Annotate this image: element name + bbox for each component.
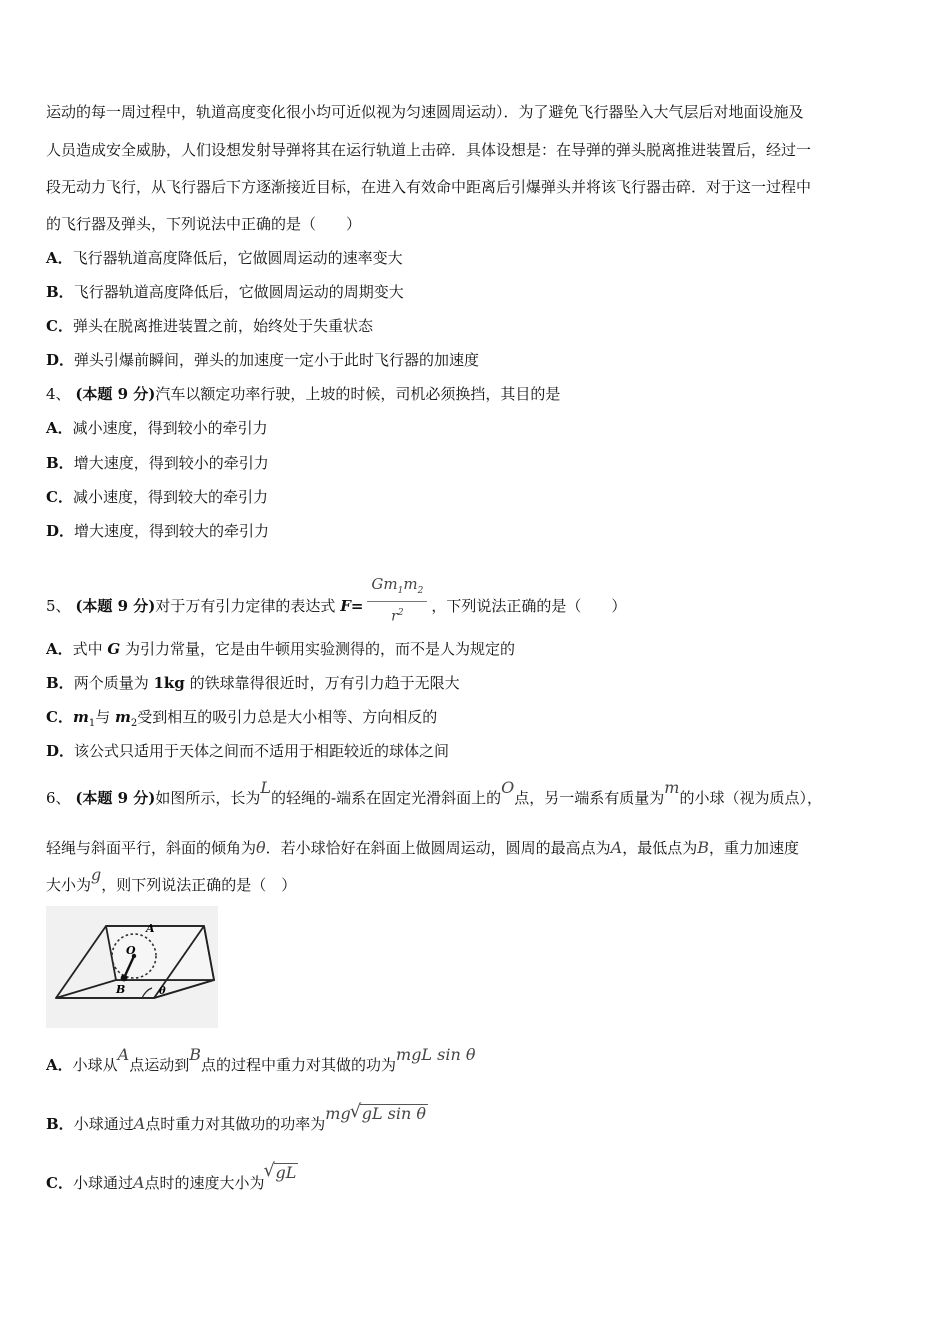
q3-option-b xyxy=(46,282,906,302)
frac-denominator: r xyxy=(391,608,398,625)
symbol-L: L xyxy=(260,778,272,797)
option-text: 弹头在脱离推进装置之前，始终处于失重状态 xyxy=(72,317,373,335)
q3-stem-line-2: 人员造成安全威胁，人们设想发射导弹将其在运行轨道上击碎．具体设想是：在导弹的弹头脱离推进装置后，经过一 xyxy=(46,141,812,159)
question-score: (本题 9 分) xyxy=(75,385,156,403)
q6-text: 轻绳与斜面平行，斜面的倾角为 xyxy=(46,839,257,857)
q4-option-b xyxy=(46,453,906,473)
q4-option-a xyxy=(46,418,906,438)
q4-option-d xyxy=(46,521,906,541)
question-number: 6、 xyxy=(46,789,71,807)
q3-stem-line-3: 段无动力飞行，从飞行器后下方逐渐接近目标，在进入有效命中距离后引爆弹头并将该飞行器击碎．对于这一过程中 xyxy=(46,178,812,196)
q3-option-c xyxy=(46,316,906,336)
sqrt-symbol xyxy=(265,1163,299,1183)
symbol-A: A xyxy=(133,1114,146,1133)
frac-den-sup: 2 xyxy=(397,608,404,618)
figure-label-theta: θ xyxy=(159,986,166,997)
q6-stem-line-3 xyxy=(46,865,906,895)
q6-text: 的轻绳的-端系在固定光滑斜面上的 xyxy=(271,789,502,807)
option-text: 减小速度，得到较大的牵引力 xyxy=(72,488,268,506)
symbol-B: B xyxy=(697,838,710,857)
symbol-O: O xyxy=(501,778,515,797)
option-text: 增大速度，得到较小的牵引力 xyxy=(73,454,269,472)
option-label: D． xyxy=(46,351,75,369)
option-text: 小球通过 xyxy=(73,1115,134,1133)
option-label: B． xyxy=(46,674,74,692)
q6-option-c xyxy=(46,1163,906,1193)
q5-option-a xyxy=(46,639,906,659)
sqrt-symbol xyxy=(351,1104,428,1124)
symbol-A: A xyxy=(117,1045,130,1064)
q6-text: ，重力加速度 xyxy=(709,839,800,857)
option-expression xyxy=(325,1104,428,1123)
option-value: 1kg xyxy=(153,674,185,692)
q6-stem-line-1 xyxy=(46,778,906,808)
option-text: 点时重力对其做功的功率为 xyxy=(145,1115,326,1133)
symbol-A: A xyxy=(132,1173,145,1192)
symbol-B: B xyxy=(189,1045,201,1064)
option-label: D． xyxy=(46,522,75,540)
frac-sub-2: 2 xyxy=(417,586,424,596)
q5-option-d xyxy=(46,741,906,761)
option-text: 点的过程中重力对其做的功为 xyxy=(201,1056,397,1074)
q6-stem-line-2 xyxy=(46,838,906,858)
option-label: A． xyxy=(46,419,73,437)
symbol-m: m xyxy=(664,778,680,797)
option-label: B． xyxy=(46,1115,74,1133)
option-label: C． xyxy=(46,317,73,335)
frac-numerator-m: m xyxy=(403,575,418,593)
incline-figure xyxy=(46,906,218,1028)
option-label: C． xyxy=(46,488,73,506)
q5-stem xyxy=(46,575,906,634)
q6-text: 如图所示，长为 xyxy=(155,789,261,807)
radicand: gL sin θ xyxy=(361,1104,427,1123)
expr-prefix: mg xyxy=(325,1104,351,1123)
option-text: 点时的速度大小为 xyxy=(144,1174,265,1192)
option-text: 受到相互的吸引力总是大小相等、方向相反的 xyxy=(137,708,438,726)
q6-option-b xyxy=(46,1104,906,1134)
option-text: 增大速度，得到较大的牵引力 xyxy=(74,522,270,540)
option-text: 为引力常量，它是由牛顿用实验测得的，而不是人为规定的 xyxy=(120,640,516,658)
gravitation-formula xyxy=(367,574,427,628)
option-sub-2: 2 xyxy=(130,718,138,729)
option-label: D． xyxy=(46,742,75,760)
figure-label-a: A xyxy=(146,922,155,935)
option-text: 小球通过 xyxy=(72,1174,133,1192)
q5-option-b xyxy=(46,673,906,693)
q6-text: ，则下列说法正确的是（ ） xyxy=(101,876,297,894)
q4-option-c xyxy=(46,487,906,507)
q3-stem-line-4: 的飞行器及弹头，下列说法中正确的是（ ） xyxy=(46,215,362,233)
question-number: 4、 xyxy=(46,385,71,403)
option-label: C． xyxy=(46,1174,73,1192)
question-text-post: ，下列说法正确的是（ ） xyxy=(431,596,627,615)
question-score: (本题 9 分) xyxy=(75,596,156,615)
option-label: B． xyxy=(46,283,74,301)
formula-f-label: F= xyxy=(340,596,364,615)
q6-option-a xyxy=(46,1045,906,1075)
option-text: 减小速度，得到较小的牵引力 xyxy=(72,419,268,437)
q6-text: 的小球（视为质点）， xyxy=(679,789,822,807)
option-text: 该公式只适用于天体之间而不适用于相距较近的球体之间 xyxy=(74,742,450,760)
option-expression: mgL sin θ xyxy=(396,1045,476,1064)
q6-text: ，最低点为 xyxy=(622,839,698,857)
option-sub-1: 1 xyxy=(88,718,96,729)
option-symbol-m1: m xyxy=(72,708,89,726)
option-symbol-m2: m xyxy=(114,708,131,726)
question-text: 对于万有引力定律的表达式 xyxy=(155,596,341,615)
frac-sub-1: 1 xyxy=(397,586,404,596)
q6-text: 点，另一端系有质量为 xyxy=(514,789,665,807)
q3-stem-line-1: 运动的每一周过程中，轨道高度变化很小均可近似视为匀速圆周运动）．为了避免飞行器坠入大气层后对地面设施及 xyxy=(46,103,804,121)
option-text: 飞行器轨道高度降低后，它做圆周运动的周期变大 xyxy=(73,283,404,301)
option-text: 小球从 xyxy=(72,1056,118,1074)
option-text-mid: 与 xyxy=(95,708,115,726)
symbol-theta: θ xyxy=(256,838,266,857)
q3-option-d xyxy=(46,350,906,370)
option-label: A． xyxy=(46,249,73,267)
option-text-pre: 式中 xyxy=(72,640,108,658)
question-text: 汽车以额定功率行驶，上坡的时候，司机必须换挡，其目的是 xyxy=(155,385,561,403)
q5-option-c xyxy=(46,707,906,734)
option-text: 点运动到 xyxy=(129,1056,190,1074)
option-label: C． xyxy=(46,708,73,726)
figure-label-b: B xyxy=(116,983,126,996)
q6-text: 大小为 xyxy=(46,876,92,894)
symbol-g: g xyxy=(91,865,102,884)
symbol-A: A xyxy=(610,838,623,857)
figure-label-o: O xyxy=(126,944,136,957)
option-text: 弹头引爆前瞬间，弹头的加速度一定小于此时飞行器的加速度 xyxy=(74,351,480,369)
frac-numerator: Gm xyxy=(371,575,398,593)
option-text: 的铁球靠得很近时，万有引力趋于无限大 xyxy=(184,674,460,692)
option-expression xyxy=(265,1163,299,1182)
option-text-pre: 两个质量为 xyxy=(73,674,154,692)
option-symbol: G xyxy=(107,640,121,658)
option-label: A． xyxy=(46,640,73,658)
question-score: (本题 9 分) xyxy=(75,789,156,807)
option-label: A． xyxy=(46,1056,73,1074)
q3-option-a xyxy=(46,248,906,268)
radicand: gL xyxy=(275,1163,297,1182)
question-number: 5、 xyxy=(46,596,71,615)
option-text: 飞行器轨道高度降低后，它做圆周运动的速率变大 xyxy=(72,249,403,267)
option-label: B． xyxy=(46,454,74,472)
q6-text: ．若小球恰好在斜面上做圆周运动，圆周的最高点为 xyxy=(265,839,611,857)
q4-stem xyxy=(46,384,906,404)
